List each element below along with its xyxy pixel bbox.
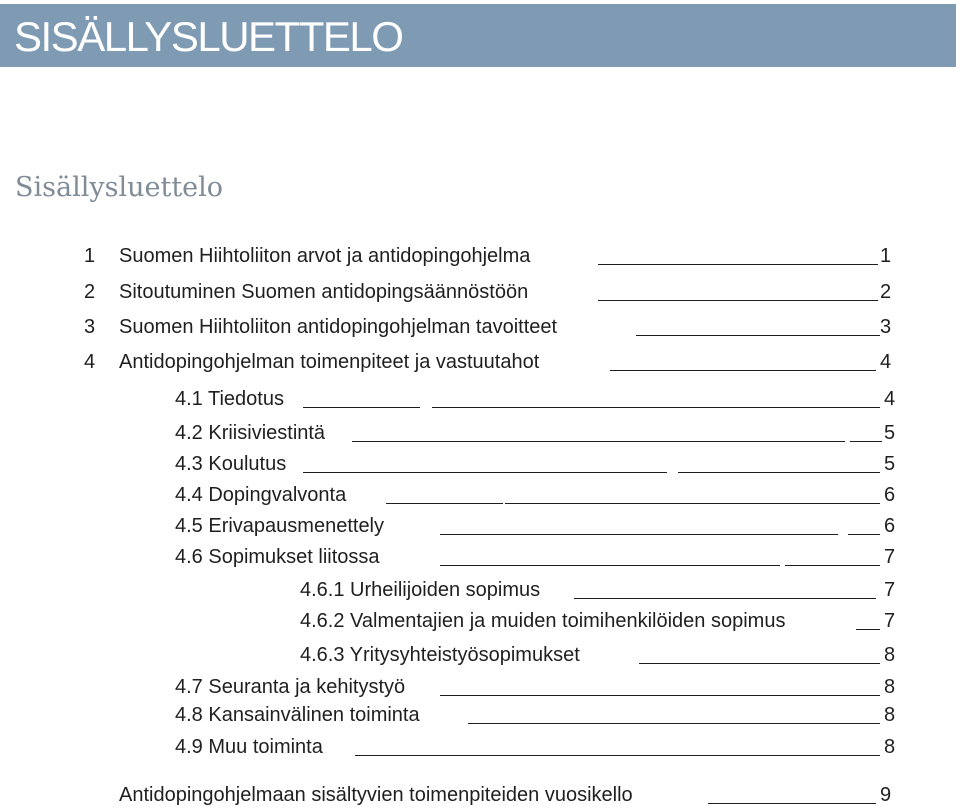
toc-leader-line xyxy=(440,695,530,696)
toc-leader-line xyxy=(856,629,880,630)
toc-leader-line xyxy=(598,300,878,301)
toc-entry-page-number: 9 xyxy=(880,784,892,806)
toc-entry-title: 4.8 Kansainvälinen toiminta xyxy=(175,704,420,726)
toc-entry-page-number: 5 xyxy=(884,453,896,475)
toc-leader-line xyxy=(574,598,876,599)
toc-entry-page-number: 3 xyxy=(880,316,892,338)
toc-entry-page-number: 4 xyxy=(880,351,892,373)
toc-entry-title: 4.4 Dopingvalvonta xyxy=(175,484,347,506)
toc-leader-line xyxy=(355,755,718,756)
toc-entry[interactable] xyxy=(0,608,960,634)
toc-leader-line xyxy=(530,695,880,696)
toc-entry-page-number: 8 xyxy=(884,676,896,698)
toc-entry[interactable] xyxy=(0,314,960,340)
toc-leader-line xyxy=(668,663,880,664)
toc-entry-number: 2 xyxy=(84,281,96,303)
toc-entry-title: Antidopingohjelman toimenpiteet ja vastuutahot xyxy=(119,351,540,373)
toc-entry-page-number: 2 xyxy=(880,281,892,303)
toc-entry[interactable] xyxy=(0,734,960,760)
toc-entry-title: Antidopingohjelmaan sisältyvien toimenpiteiden vuosikello xyxy=(119,784,633,806)
toc-entry[interactable] xyxy=(0,513,960,539)
toc-heading: Sisällysluettelo xyxy=(15,172,224,203)
toc-entry[interactable] xyxy=(0,420,960,446)
toc-leader-line xyxy=(468,723,848,724)
toc-entry-title: 4.3 Koulutus xyxy=(175,453,287,475)
toc-leader-line xyxy=(598,264,878,265)
toc-entry-title: 4.6.1 Urheilijoiden sopimus xyxy=(300,579,541,601)
toc-leader-line xyxy=(303,472,667,473)
toc-leader-line xyxy=(505,503,880,504)
toc-entry-page-number: 8 xyxy=(884,736,896,758)
toc-entry-title: Suomen Hiihtoliiton arvot ja antidopingohjelma xyxy=(119,245,531,267)
toc-entry-page-number: 6 xyxy=(884,484,896,506)
toc-leader-line xyxy=(440,565,780,566)
toc-entry-number: 4 xyxy=(84,351,96,373)
toc-entry-number: 1 xyxy=(84,245,96,267)
toc-entry-page-number: 7 xyxy=(884,610,896,632)
toc-leader-line xyxy=(848,534,880,535)
toc-entry[interactable] xyxy=(0,386,960,412)
toc-leader-line xyxy=(636,335,880,336)
toc-entry-title: 4.1 Tiedotus xyxy=(175,388,284,410)
toc-entry[interactable] xyxy=(0,243,960,269)
toc-entry-number: 3 xyxy=(84,316,96,338)
toc-entry[interactable] xyxy=(0,349,960,375)
toc-entry-title: 4.6.2 Valmentajien ja muiden toimihenkilöiden sopimus xyxy=(300,610,786,632)
toc-entry[interactable] xyxy=(0,577,960,603)
toc-leader-line xyxy=(718,755,880,756)
toc-leader-line xyxy=(678,472,880,473)
toc-entry[interactable] xyxy=(0,451,960,477)
toc-entry-page-number: 1 xyxy=(880,245,892,267)
toc-entry-title: Sitoutuminen Suomen antidopingsäännöstöön xyxy=(119,281,529,303)
toc-entry-title: 4.2 Kriisiviestintä xyxy=(175,422,326,444)
toc-entry-title: 4.7 Seuranta ja kehitystyö xyxy=(175,676,406,698)
header-banner xyxy=(0,4,956,67)
toc-entry-page-number: 8 xyxy=(884,704,896,726)
toc-entry-page-number: 8 xyxy=(884,644,896,666)
toc-entry-page-number: 6 xyxy=(884,515,896,537)
toc-leader-line xyxy=(352,441,845,442)
toc-entry-page-number: 4 xyxy=(884,388,896,410)
toc-leader-line xyxy=(610,370,876,371)
toc-leader-line xyxy=(850,441,882,442)
toc-leader-line xyxy=(386,503,503,504)
toc-entry[interactable] xyxy=(0,544,960,570)
toc-entry-page-number: 7 xyxy=(884,546,896,568)
toc-entry[interactable] xyxy=(0,782,960,808)
toc-leader-line xyxy=(708,803,876,804)
toc-entry-title: 4.6.3 Yritysyhteistyösopimukset xyxy=(300,644,580,666)
toc-entry-page-number: 7 xyxy=(884,579,896,601)
toc-entry-title: 4.9 Muu toiminta xyxy=(175,736,323,758)
banner-title: SISÄLLYSLUETTELO xyxy=(14,13,403,60)
toc-leader-line xyxy=(785,565,880,566)
toc-entry[interactable] xyxy=(0,279,960,305)
toc-entry[interactable] xyxy=(0,482,960,508)
toc-entry[interactable] xyxy=(0,702,960,728)
toc-entry[interactable] xyxy=(0,674,960,700)
toc-entry-page-number: 5 xyxy=(884,422,896,444)
toc-leader-line xyxy=(432,407,880,408)
toc-leader-line xyxy=(848,723,880,724)
toc-entry-title: 4.5 Erivapausmenettely xyxy=(175,515,385,537)
toc-entry[interactable] xyxy=(0,642,960,668)
toc-leader-line xyxy=(440,534,838,535)
toc-leader-line xyxy=(303,407,420,408)
toc-entry-title: 4.6 Sopimukset liitossa xyxy=(175,546,380,568)
toc-entry-title: Suomen Hiihtoliiton antidopingohjelman tavoitteet xyxy=(119,316,558,338)
toc-leader-line xyxy=(639,663,668,664)
